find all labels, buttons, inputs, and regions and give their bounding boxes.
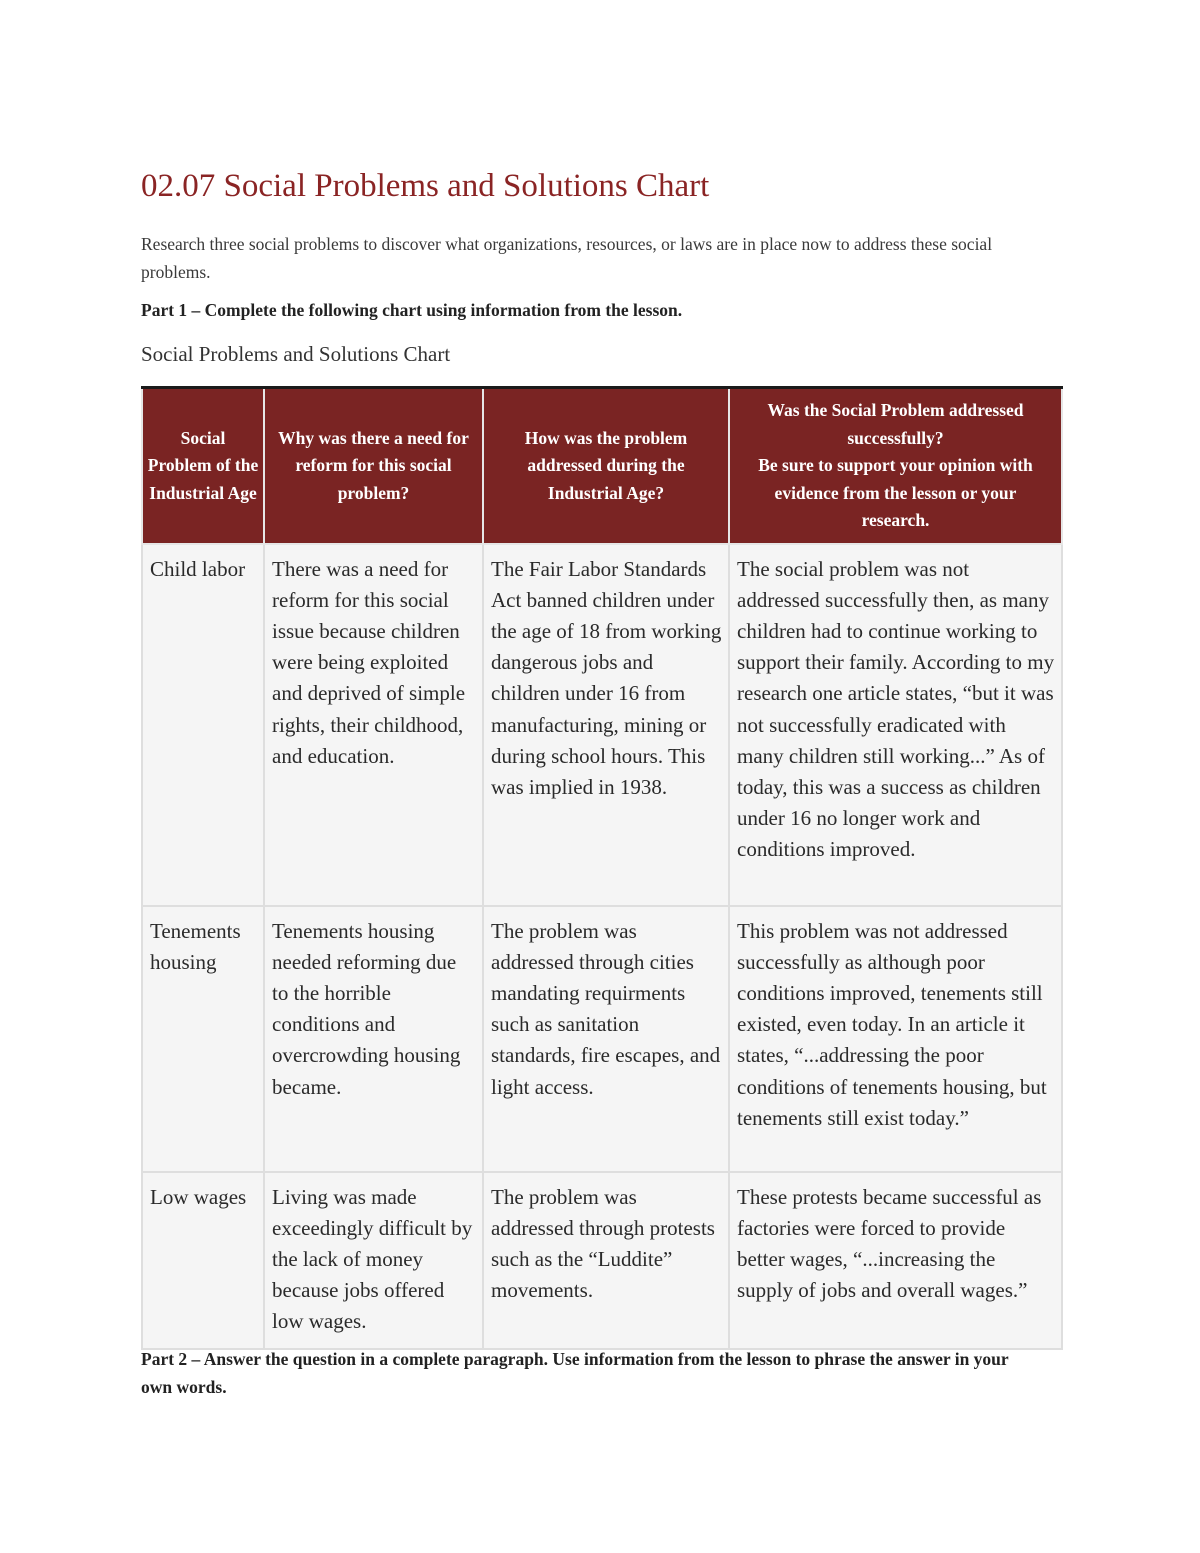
social-problems-table: [141, 386, 1063, 1350]
header-addressed-successfully: Was the Social Problem addressed successfully? Be sure to support your opinion with evidence from the lesson or your research.: [729, 388, 1062, 544]
header-social-problem: Social Problem of the Industrial Age: [142, 388, 264, 544]
cell-success: This problem was not addressed successfully as although poor conditions improved, tenements still existed, even today. In an article it states, “...addressing the poor conditions of tenements housing, but tenements still exist today.”: [729, 906, 1062, 1172]
cell-success: The social problem was not addressed successfully then, as many children had to continue working to support their family. According to my research one article states, “but it was not successfully eradicated with many children still working...” As of today, this was a success as children under 16 no longer work and conditions improved.: [729, 544, 1062, 906]
part-1-instruction: Part 1 – Complete the following chart using information from the lesson.: [141, 300, 683, 320]
cell-problem: Tenements housing: [142, 906, 264, 1172]
intro-paragraph: Research three social problems to discover what organizations, resources, or laws are in place now to address these social problems.: [141, 234, 993, 282]
cell-addressed: The Fair Labor Standards Act banned children under the age of 18 from working dangerous jobs and children under 16 from manufacturing, mining or during school hours. This was implied in 1938.: [483, 544, 729, 906]
table-row: [142, 1172, 1062, 1349]
part-2-instruction: Part 2 – Answer the question in a complete paragraph. Use information from the lesson to phrase the answer in your own words.: [141, 1349, 1009, 1397]
cell-addressed: The problem was addressed through cities mandating requirments such as sanitation standards, fire escapes, and light access.: [483, 906, 729, 1172]
cell-success: These protests became successful as factories were forced to provide better wages, “...increasing the supply of jobs and overall wages.”: [729, 1172, 1062, 1349]
table-row: [142, 906, 1062, 1172]
page-title: 02.07 Social Problems and Solutions Chart: [141, 168, 710, 204]
header-need-for-reform: Why was there a need for reform for this social problem?: [264, 388, 483, 544]
cell-need: Living was made exceedingly difficult by the lack of money because jobs offered low wages.: [264, 1172, 483, 1349]
table-header-row: [142, 388, 1062, 544]
table-row: [142, 544, 1062, 906]
header-how-addressed: How was the problem addressed during the Industrial Age?: [483, 388, 729, 544]
cell-problem: Low wages: [142, 1172, 264, 1349]
cell-addressed: The problem was addressed through protests such as the “Luddite” movements.: [483, 1172, 729, 1349]
cell-problem: Child labor: [142, 544, 264, 906]
table-caption: Social Problems and Solutions Chart: [141, 342, 451, 366]
cell-need: Tenements housing needed reforming due to the horrible conditions and overcrowding housing became.: [264, 906, 483, 1172]
cell-need: There was a need for reform for this social issue because children were being exploited and deprived of simple rights, their childhood, and education.: [264, 544, 483, 906]
